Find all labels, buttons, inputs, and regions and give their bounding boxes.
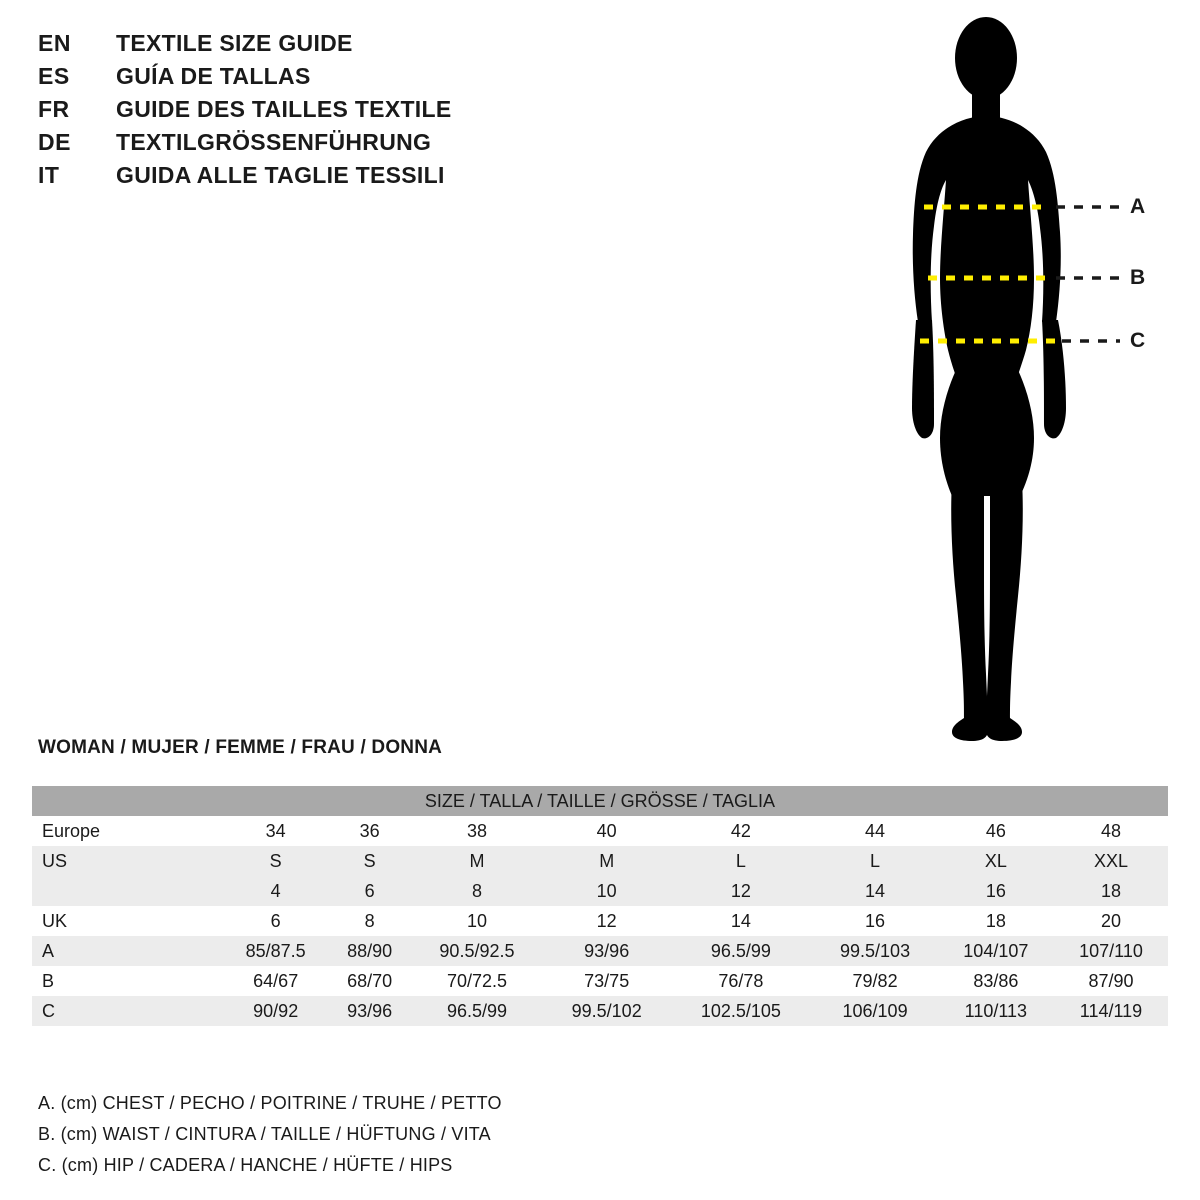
table-header-row xyxy=(32,786,1168,816)
footnotes xyxy=(38,1088,838,1181)
cell: 14 xyxy=(865,880,886,901)
cell: 42 xyxy=(730,820,751,841)
title-lang-es: ES xyxy=(38,63,70,89)
cell: 18 xyxy=(985,910,1006,931)
section-heading-woman: WOMAN / MUJER / FEMME / FRAU / DONNA xyxy=(38,737,443,758)
title-text-fr: GUIDE DES TAILLES TEXTILE xyxy=(116,96,452,122)
cell: 96.5/99 xyxy=(710,940,771,961)
cell: 96.5/99 xyxy=(446,1000,507,1021)
row-label-a: A xyxy=(42,940,55,961)
cell: 6 xyxy=(364,880,375,901)
cell: 70/72.5 xyxy=(446,970,507,991)
table-row xyxy=(32,936,1168,966)
cell: 99.5/103 xyxy=(840,940,911,961)
cell: 90/92 xyxy=(253,1000,299,1021)
cell: 36 xyxy=(359,820,380,841)
row-label-us: US xyxy=(42,850,68,871)
cell: 87/90 xyxy=(1088,970,1134,991)
title-row xyxy=(38,63,658,96)
row-label-us-numeric xyxy=(32,876,222,906)
cell: M xyxy=(469,850,485,871)
cell: 20 xyxy=(1100,910,1122,931)
cell: 110/113 xyxy=(964,1000,1028,1021)
cell: 93/96 xyxy=(347,1000,393,1021)
cell: M xyxy=(599,850,615,871)
table-row xyxy=(32,996,1168,1026)
title-text-de: TEXTILGRÖSSENFÜHRUNG xyxy=(116,129,432,155)
row-label-b: B xyxy=(42,970,55,991)
cell: 18 xyxy=(1100,880,1122,901)
silhouette-svg xyxy=(860,10,1190,755)
row-label-europe: Europe xyxy=(42,820,101,841)
cell: 14 xyxy=(730,910,751,931)
cell: S xyxy=(363,850,376,871)
cell: 10 xyxy=(596,880,617,901)
cell: 12 xyxy=(730,880,751,901)
cell: XL xyxy=(984,850,1007,871)
cell: L xyxy=(735,850,746,871)
cell: 73/75 xyxy=(584,970,630,991)
title-lang-it: IT xyxy=(38,162,60,188)
cell: 40 xyxy=(596,820,617,841)
cell: 76/78 xyxy=(718,970,764,991)
title-block xyxy=(38,30,658,195)
cell: 88/90 xyxy=(347,940,393,961)
table-header-label: SIZE / TALLA / TAILLE / GRÖSSE / TAGLIA xyxy=(424,790,776,811)
cell: 46 xyxy=(985,820,1006,841)
title-lang-fr: FR xyxy=(38,96,70,122)
cell: 90.5/92.5 xyxy=(439,940,515,961)
cell: 85/87.5 xyxy=(245,940,306,961)
title-row xyxy=(38,162,658,195)
cell: 8 xyxy=(364,910,375,931)
cell: 12 xyxy=(596,910,617,931)
cell: 102.5/105 xyxy=(700,1000,781,1021)
cell: L xyxy=(870,850,881,871)
female-body-figure xyxy=(860,10,1190,755)
table-row xyxy=(32,876,1168,906)
cell: 83/86 xyxy=(973,970,1019,991)
cell: 48 xyxy=(1100,820,1122,841)
cell: 106/109 xyxy=(842,1000,908,1021)
cell: 8 xyxy=(471,880,482,901)
measure-label-c: C xyxy=(1130,329,1146,352)
cell: 93/96 xyxy=(584,940,630,961)
table-row xyxy=(32,906,1168,936)
cell: 34 xyxy=(265,820,286,841)
footnote-c: C. (cm) HIP / CADERA / HANCHE / HÜFTE / HIPS xyxy=(38,1155,453,1175)
title-row xyxy=(38,30,658,63)
cell: 44 xyxy=(865,820,886,841)
table-row xyxy=(32,966,1168,996)
cell: S xyxy=(269,850,282,871)
footnote-b: B. (cm) WAIST / CINTURA / TAILLE / HÜFTUNG / VITA xyxy=(38,1124,491,1144)
measure-label-b: B xyxy=(1130,266,1146,289)
cell: 104/107 xyxy=(963,940,1029,961)
cell: 79/82 xyxy=(852,970,898,991)
cell: 4 xyxy=(270,880,281,901)
cell: 114/119 xyxy=(1079,1000,1143,1021)
cell: 68/70 xyxy=(347,970,393,991)
size-chart-table xyxy=(32,786,1168,1026)
cell: 107/110 xyxy=(1079,940,1143,961)
title-lang-en: EN xyxy=(38,30,71,56)
cell: 10 xyxy=(466,910,487,931)
row-label-uk: UK xyxy=(42,910,68,931)
title-text-es: GUÍA DE TALLAS xyxy=(116,63,311,89)
title-lang-de: DE xyxy=(38,129,71,155)
cell: 6 xyxy=(270,910,281,931)
cell: 99.5/102 xyxy=(571,1000,642,1021)
cell: 16 xyxy=(865,910,886,931)
row-label-c: C xyxy=(42,1000,55,1021)
cell: 16 xyxy=(985,880,1006,901)
cell: 64/67 xyxy=(253,970,299,991)
title-row xyxy=(38,96,658,129)
title-text-en: TEXTILE SIZE GUIDE xyxy=(116,30,353,56)
cell: XXL xyxy=(1093,850,1129,871)
measure-label-a: A xyxy=(1130,195,1146,218)
footnote-a: A. (cm) CHEST / PECHO / POITRINE / TRUHE / PETTO xyxy=(38,1093,502,1113)
title-row xyxy=(38,129,658,162)
table-row xyxy=(32,846,1168,876)
cell: 38 xyxy=(466,820,487,841)
title-text-it: GUIDA ALLE TAGLIE TESSILI xyxy=(116,162,445,188)
table-row xyxy=(32,816,1168,846)
